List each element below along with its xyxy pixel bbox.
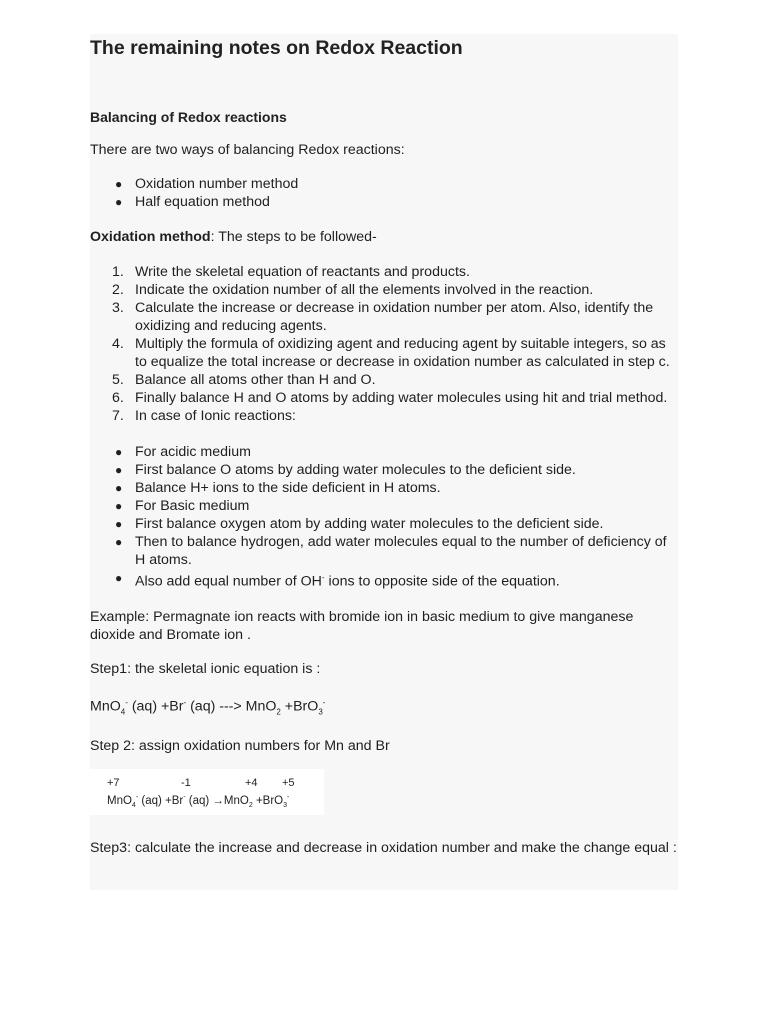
- bullet-icon: ●: [115, 535, 123, 549]
- list-item: ● Oxidation number method: [115, 176, 299, 192]
- list-item: 3. Calculate the increase or decrease in oxidation number per atom. Also, identify the oxidizing and reducing agents.: [112, 300, 654, 334]
- oxidation-number-equation-image: [90, 769, 324, 815]
- step3-paragraph: Step3: calculate the increase and decrease in oxidation number and make the change equal :: [90, 840, 677, 857]
- ionic-cases-list: [90, 443, 678, 591]
- list-item: 7. In case of Ionic reactions:: [112, 408, 296, 424]
- list-item: ● Balance H+ ions to the side deficient in H atoms.: [115, 480, 441, 496]
- mn-reactant-oxidation-number: +7: [107, 777, 120, 790]
- document-content: [90, 34, 678, 857]
- oxidation-number-equation-svg: [90, 769, 324, 815]
- list-item: 1. Write the skeletal equation of reactants and products.: [112, 264, 470, 280]
- bullet-icon: ●: [115, 571, 123, 585]
- list-item: 2. Indicate the oxidation number of all the elements involved in the reaction.: [112, 282, 594, 298]
- oxidation-equation-text: MnO$_4$- (aq) +Br- (aq) →MnO$_2$ +BrO$_3$-: [107, 794, 290, 810]
- bullet-icon: ●: [115, 463, 123, 477]
- list-item: ● First balance oxygen atom by adding water molecules to the deficient side.: [115, 516, 604, 532]
- bullet-icon: ●: [115, 177, 123, 191]
- step2-paragraph: Step 2: assign oxidation numbers for Mn and Br: [90, 738, 390, 755]
- br-reactant-oxidation-number: -1: [181, 777, 191, 790]
- list-item: 5. Balance all atoms other than H and O.: [112, 372, 376, 388]
- section-heading: Balancing of Redox reactions: [90, 109, 287, 125]
- step1-paragraph: Step1: the skeletal ionic equation is :: [90, 660, 321, 677]
- bullet-icon: ●: [115, 445, 123, 459]
- oxidation-method-paragraph: Oxidation method: The steps to be followed-: [90, 229, 377, 245]
- list-item: ● For acidic medium: [115, 444, 251, 460]
- oxidation-method-label: Oxidation method: [90, 229, 211, 245]
- arrow-icon: →: [212, 795, 224, 808]
- list-item: ● For Basic medium: [115, 498, 250, 514]
- bullet-icon: ●: [115, 499, 123, 513]
- bullet-icon: ●: [115, 517, 123, 531]
- methods-list: [90, 175, 678, 211]
- steps-list: [90, 263, 678, 425]
- example-paragraph: Example: Permagnate ion reacts with bromide ion in basic medium to give manganese dioxide and Bromate ion .: [90, 608, 634, 643]
- intro-paragraph: There are two ways of balancing Redox reactions:: [90, 142, 405, 158]
- list-item: ● Then to balance hydrogen, add water molecules equal to the number of deficiency of H atoms.: [115, 534, 667, 568]
- list-item: 4. Multiply the formula of oxidizing agent and reducing agent by suitable integers, so as to equalize the total increase or decrease in oxidation number as calculated in step c.: [112, 336, 670, 370]
- list-item: ● Half equation method: [115, 194, 270, 210]
- bullet-icon: ●: [115, 195, 123, 209]
- mn-product-oxidation-number: +4: [245, 777, 258, 790]
- list-item: ● Also add equal number of OH- ions to opposite side of the equation.: [115, 571, 560, 590]
- bullet-icon: ●: [115, 481, 123, 495]
- skeletal-equation: MnO$_4$- (aq) +Br- (aq) ---> MnO$_2$ +BrO$_3$-: [90, 697, 326, 717]
- br-product-oxidation-number: +5: [282, 777, 295, 790]
- page-title: The remaining notes on Redox Reaction: [90, 37, 463, 59]
- list-item: ● First balance O atoms by adding water molecules to the deficient side.: [115, 462, 576, 478]
- list-item: 6. Finally balance H and O atoms by adding water molecules using hit and trial method.: [112, 390, 668, 406]
